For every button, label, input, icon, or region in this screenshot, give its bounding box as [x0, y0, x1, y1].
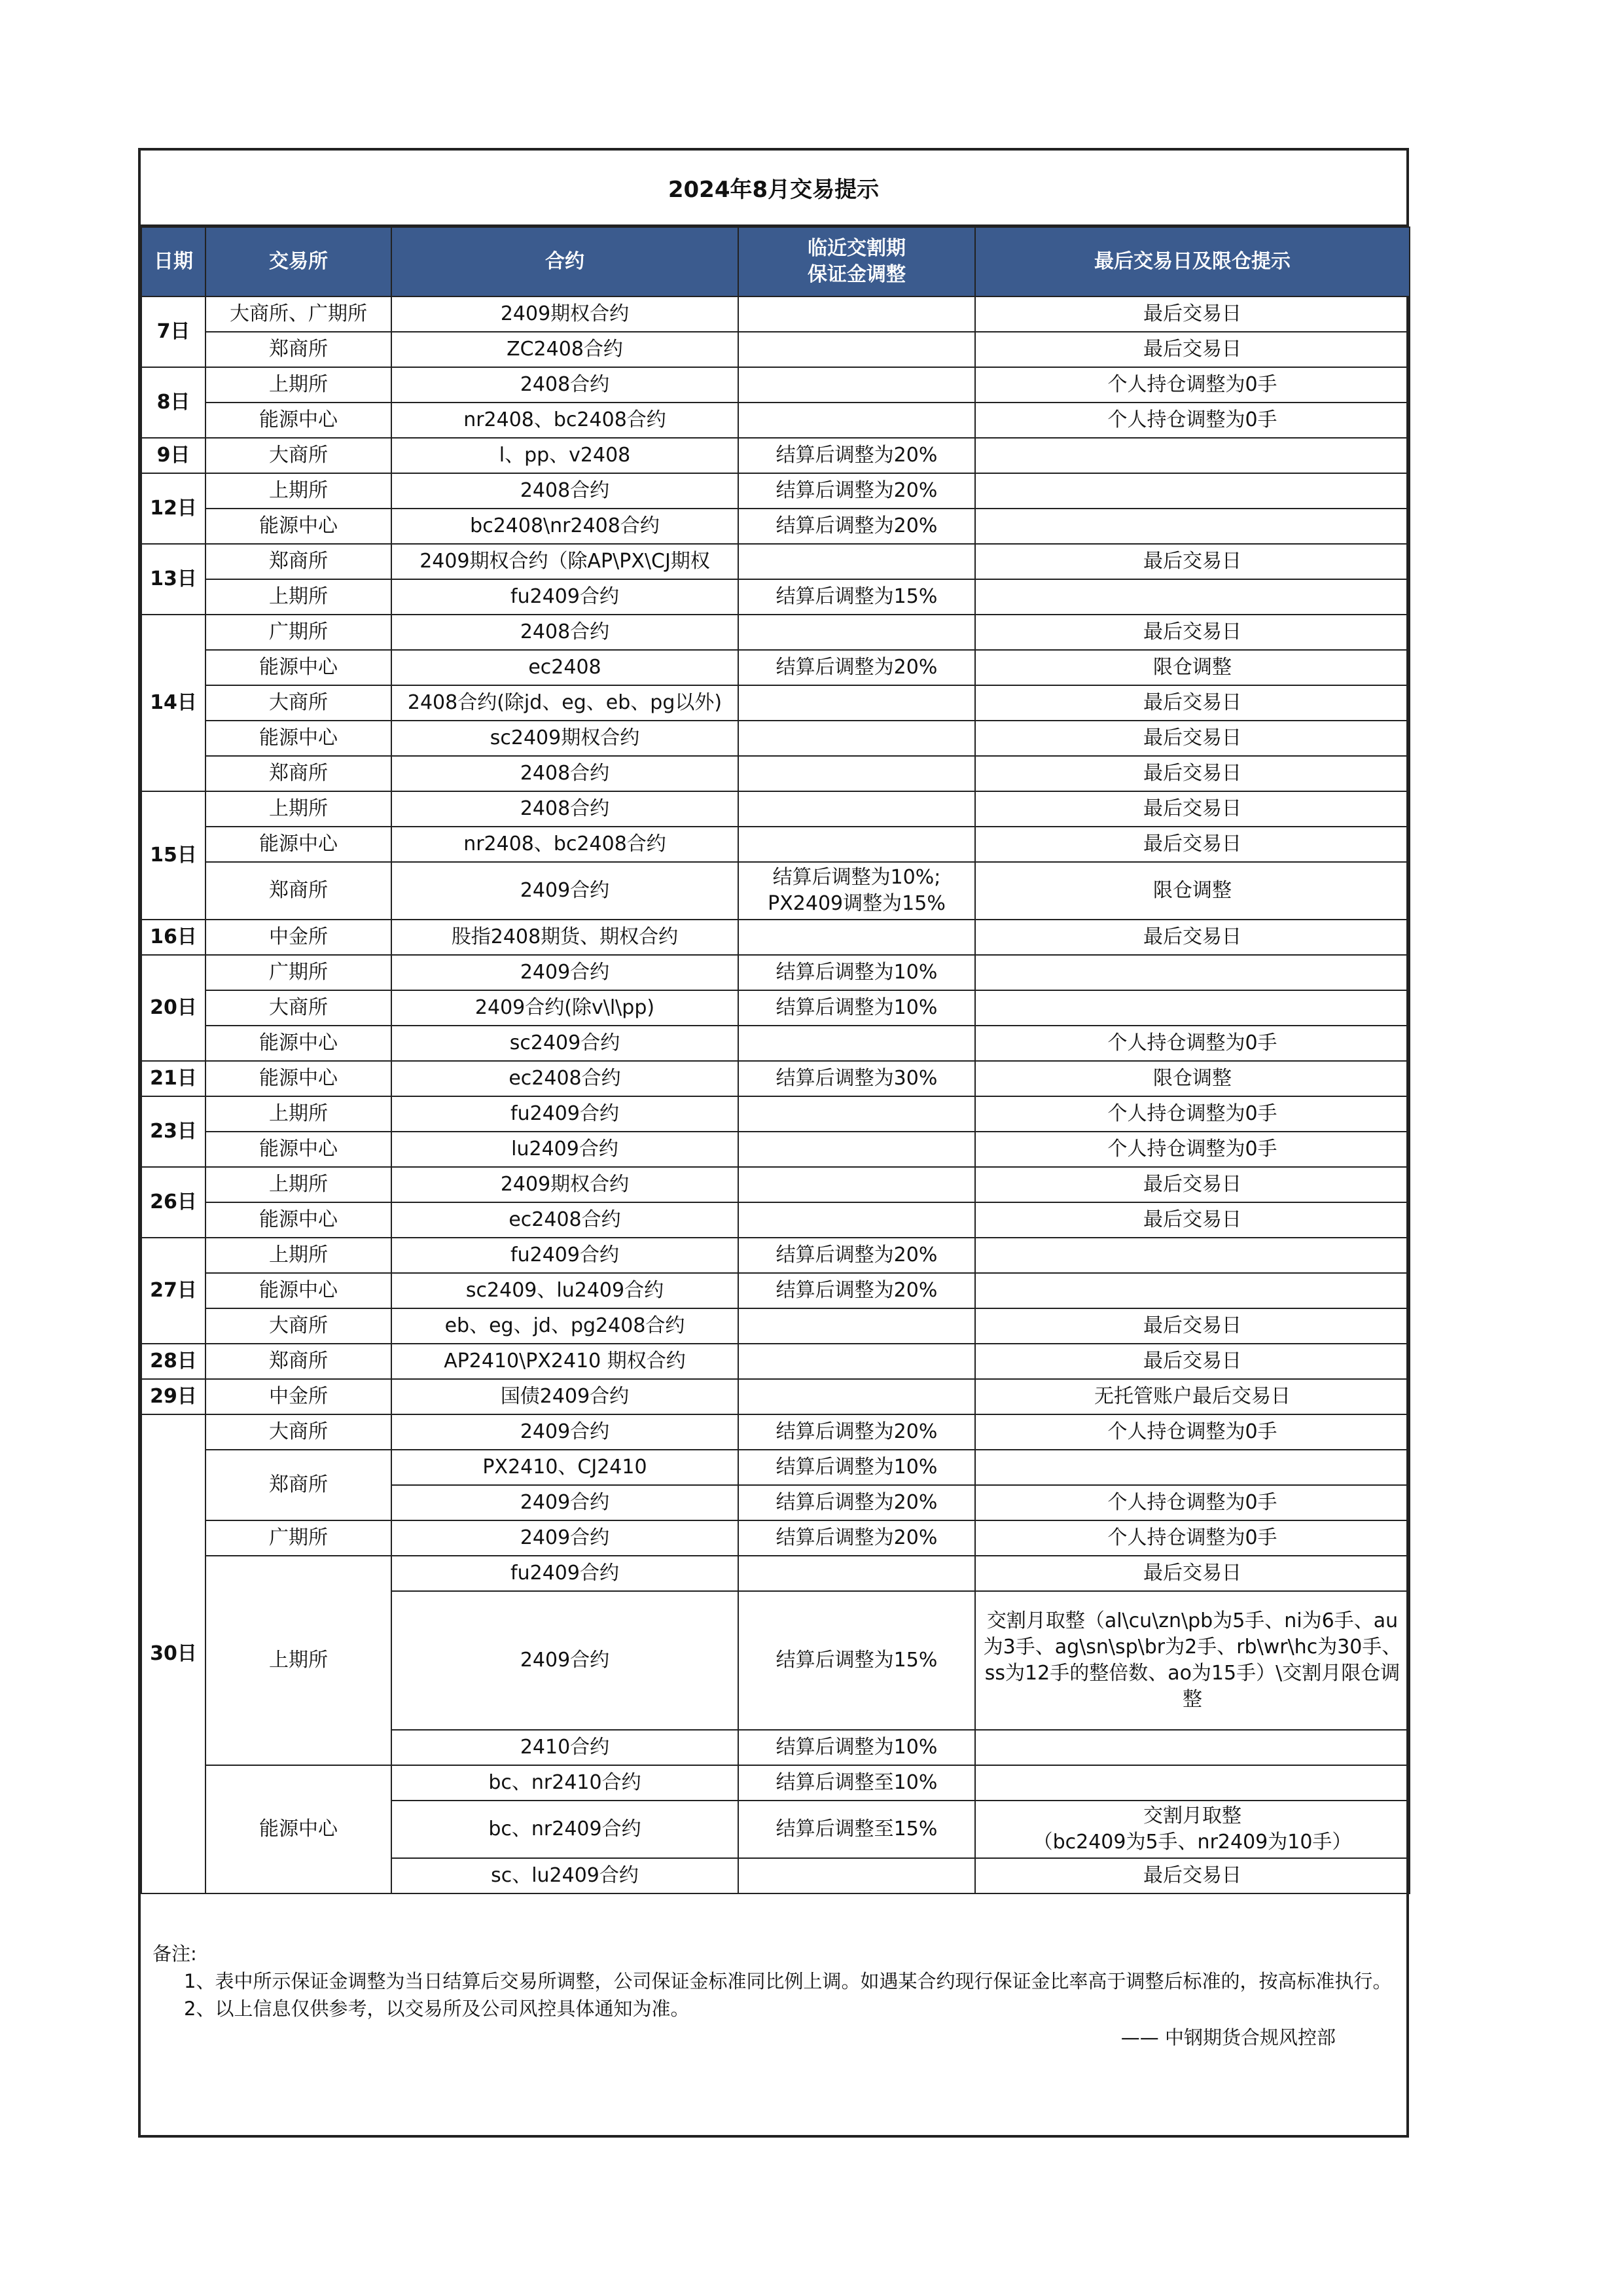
signature: —— 中钢期货合规风控部 — [1120, 2026, 1336, 2049]
tip-cell: 限仓调整 — [975, 862, 1410, 920]
contract-cell: 2408合约 — [391, 615, 738, 650]
margin-cell — [738, 756, 975, 791]
tip-cell — [975, 955, 1410, 990]
table-row — [141, 1202, 1410, 1238]
header-margin-line1: 临近交割期 — [808, 237, 906, 260]
contract-cell: fu2409合约 — [391, 1238, 738, 1273]
exchange-cell: 能源中心 — [205, 1765, 391, 1893]
margin-cell — [738, 1556, 975, 1591]
contract-cell: 2408合约 — [391, 367, 738, 403]
tip-cell: 最后交易日 — [975, 544, 1410, 579]
day-cell: 29日 — [141, 1379, 205, 1414]
tip-cell — [975, 473, 1410, 509]
table-row — [141, 332, 1410, 367]
tip-cell: 最后交易日 — [975, 721, 1410, 756]
exchange-cell: 广期所 — [205, 955, 391, 990]
tip-cell: 个人持仓调整为0手 — [975, 1520, 1410, 1556]
margin-cell: 结算后调整为15% — [738, 1591, 975, 1730]
tip-cell: 个人持仓调整为0手 — [975, 403, 1410, 438]
exchange-cell: 中金所 — [205, 920, 391, 955]
tip-cell: 个人持仓调整为0手 — [975, 1026, 1410, 1061]
margin-cell: 结算后调整为20% — [738, 1238, 975, 1273]
day-cell: 14日 — [141, 615, 205, 791]
contract-cell: 2408合约 — [391, 473, 738, 509]
exchange-cell: 上期所 — [205, 791, 391, 827]
exchange-cell: 郑商所 — [205, 544, 391, 579]
table-row — [141, 685, 1410, 721]
contract-cell: sc2409合约 — [391, 1026, 738, 1061]
tip-cell: 个人持仓调整为0手 — [975, 1096, 1410, 1132]
margin-cell — [738, 1344, 975, 1379]
day-cell: 16日 — [141, 920, 205, 955]
tip-cell: 最后交易日 — [975, 827, 1410, 862]
table-row — [141, 791, 1410, 827]
exchange-cell: 郑商所 — [205, 1450, 391, 1520]
exchange-cell: 郑商所 — [205, 1344, 391, 1379]
margin-cell: 结算后调整为10% — [738, 955, 975, 990]
exchange-cell: 上期所 — [205, 473, 391, 509]
tip-cell: 个人持仓调整为0手 — [975, 367, 1410, 403]
margin-cell — [738, 791, 975, 827]
tip-cell: 交割月取整 （bc2409为5手、nr2409为10手） — [975, 1801, 1410, 1858]
contract-cell: ec2408 — [391, 650, 738, 685]
contract-cell: sc2409、lu2409合约 — [391, 1273, 738, 1308]
tip-cell — [975, 1765, 1410, 1801]
tip-cell — [975, 1273, 1410, 1308]
table-row — [141, 920, 1410, 955]
contract-cell: bc、nr2410合约 — [391, 1765, 738, 1801]
tip-cell: 最后交易日 — [975, 1308, 1410, 1344]
margin-cell: 结算后调整为10%; PX2409调整为15% — [738, 862, 975, 920]
day-cell: 13日 — [141, 544, 205, 615]
contract-cell: 2408合约(除jd、eg、eb、pg以外) — [391, 685, 738, 721]
tip-cell — [975, 990, 1410, 1026]
margin-cell: 结算后调整为20% — [738, 1485, 975, 1520]
contract-cell: 2409期权合约 — [391, 296, 738, 332]
exchange-cell: 能源中心 — [205, 1273, 391, 1308]
tip-cell: 最后交易日 — [975, 296, 1410, 332]
contract-cell: sc2409期权合约 — [391, 721, 738, 756]
contract-cell: 2409合约 — [391, 1591, 738, 1730]
table-row — [141, 473, 1410, 509]
note-line-1: 1、表中所示保证金调整为当日结算后交易所调整，公司保证金标准同比例上调。如遇某合约现行保证金比率高于调整后标准的，按高标准执行。 — [184, 1970, 1392, 1992]
exchange-cell: 上期所 — [205, 1238, 391, 1273]
table-row — [141, 990, 1410, 1026]
notes-label: 备注: — [152, 1943, 197, 1965]
notice-table — [141, 226, 1410, 1894]
margin-cell — [738, 721, 975, 756]
margin-cell — [738, 685, 975, 721]
table-row — [141, 1132, 1410, 1167]
tip-cell: 最后交易日 — [975, 1344, 1410, 1379]
margin-cell — [738, 544, 975, 579]
margin-cell — [738, 1379, 975, 1414]
table-row — [141, 1414, 1410, 1450]
margin-cell: 结算后调整为20% — [738, 650, 975, 685]
table-row — [141, 1520, 1410, 1556]
contract-cell: 2409合约 — [391, 1520, 738, 1556]
margin-cell: 结算后调整为20% — [738, 473, 975, 509]
day-cell: 12日 — [141, 473, 205, 544]
margin-cell: 结算后调整为20% — [738, 1273, 975, 1308]
tip-cell — [975, 509, 1410, 544]
trading-notice-sheet — [138, 148, 1409, 2138]
day-cell: 30日 — [141, 1414, 205, 1893]
tip-cell — [975, 1238, 1410, 1273]
table-row — [141, 1450, 1410, 1485]
margin-cell — [738, 1132, 975, 1167]
margin-cell: 结算后调整至10% — [738, 1765, 975, 1801]
table-row — [141, 1167, 1410, 1202]
contract-cell: PX2410、CJ2410 — [391, 1450, 738, 1485]
exchange-cell: 郑商所 — [205, 332, 391, 367]
table-row — [141, 296, 1410, 332]
exchange-cell: 能源中心 — [205, 1132, 391, 1167]
header-tip: 最后交易日及限仓提示 — [975, 227, 1410, 296]
contract-cell: 2410合约 — [391, 1730, 738, 1765]
contract-cell: 2409合约 — [391, 955, 738, 990]
contract-cell: lu2409合约 — [391, 1132, 738, 1167]
contract-cell: 股指2408期货、期权合约 — [391, 920, 738, 955]
exchange-cell: 大商所 — [205, 438, 391, 473]
contract-cell: bc2408\nr2408合约 — [391, 509, 738, 544]
day-cell: 20日 — [141, 955, 205, 1061]
tip-cell: 最后交易日 — [975, 756, 1410, 791]
table-row — [141, 403, 1410, 438]
contract-cell: 2408合约 — [391, 791, 738, 827]
exchange-cell: 能源中心 — [205, 827, 391, 862]
table-row — [141, 1096, 1410, 1132]
header-exchange: 交易所 — [205, 227, 391, 296]
tip-cell — [975, 1450, 1410, 1485]
header-row — [141, 227, 1410, 296]
exchange-cell: 大商所、广期所 — [205, 296, 391, 332]
contract-cell: fu2409合约 — [391, 1096, 738, 1132]
margin-cell: 结算后调整为20% — [738, 438, 975, 473]
margin-cell — [738, 367, 975, 403]
day-cell: 7日 — [141, 296, 205, 367]
exchange-cell: 能源中心 — [205, 1202, 391, 1238]
day-cell: 28日 — [141, 1344, 205, 1379]
header-contract: 合约 — [391, 227, 738, 296]
margin-cell: 结算后调整为20% — [738, 509, 975, 544]
day-cell: 9日 — [141, 438, 205, 473]
margin-cell: 结算后调整为10% — [738, 1450, 975, 1485]
contract-cell: sc、lu2409合约 — [391, 1858, 738, 1893]
contract-cell: 2409合约 — [391, 862, 738, 920]
table-row — [141, 827, 1410, 862]
tip-cell: 个人持仓调整为0手 — [975, 1414, 1410, 1450]
tip-cell: 最后交易日 — [975, 685, 1410, 721]
table-row — [141, 1379, 1410, 1414]
day-cell: 21日 — [141, 1061, 205, 1096]
notes-section — [141, 1940, 1406, 2051]
margin-cell: 结算后调整为10% — [738, 1730, 975, 1765]
tip-cell: 无托管账户最后交易日 — [975, 1379, 1410, 1414]
contract-cell: 国债2409合约 — [391, 1379, 738, 1414]
tip-cell: 最后交易日 — [975, 332, 1410, 367]
table-row — [141, 615, 1410, 650]
margin-cell: 结算后调整为20% — [738, 1414, 975, 1450]
margin-cell: 结算后调整为15% — [738, 579, 975, 615]
margin-cell: 结算后调整为10% — [738, 990, 975, 1026]
table-row — [141, 367, 1410, 403]
contract-cell: nr2408、bc2408合约 — [391, 403, 738, 438]
contract-cell: 2409合约 — [391, 1485, 738, 1520]
contract-cell: nr2408、bc2408合约 — [391, 827, 738, 862]
tip-cell: 限仓调整 — [975, 650, 1410, 685]
exchange-cell: 能源中心 — [205, 403, 391, 438]
contract-cell: ec2408合约 — [391, 1202, 738, 1238]
margin-cell — [738, 332, 975, 367]
table-row — [141, 1556, 1410, 1591]
tip-cell: 最后交易日 — [975, 615, 1410, 650]
tip-cell — [975, 438, 1410, 473]
header-margin — [738, 227, 975, 296]
contract-cell: 2409期权合约 — [391, 1167, 738, 1202]
contract-cell: AP2410\PX2410 期权合约 — [391, 1344, 738, 1379]
margin-cell — [738, 827, 975, 862]
table-row — [141, 1765, 1410, 1801]
margin-cell — [738, 1096, 975, 1132]
header-margin-line2: 保证金调整 — [808, 263, 906, 286]
margin-cell — [738, 1167, 975, 1202]
margin-cell — [738, 1858, 975, 1893]
exchange-cell: 能源中心 — [205, 721, 391, 756]
table-row — [141, 955, 1410, 990]
exchange-cell: 中金所 — [205, 1379, 391, 1414]
exchange-cell: 广期所 — [205, 615, 391, 650]
contract-cell: fu2409合约 — [391, 1556, 738, 1591]
tip-cell: 最后交易日 — [975, 920, 1410, 955]
contract-cell: 2409合约 — [391, 1414, 738, 1450]
margin-cell — [738, 296, 975, 332]
tip-cell: 最后交易日 — [975, 1556, 1410, 1591]
table-row — [141, 509, 1410, 544]
table-body — [141, 296, 1410, 1893]
tip-cell: 个人持仓调整为0手 — [975, 1132, 1410, 1167]
exchange-cell: 郑商所 — [205, 862, 391, 920]
exchange-cell: 大商所 — [205, 990, 391, 1026]
table-row — [141, 1344, 1410, 1379]
table-row — [141, 756, 1410, 791]
table-row — [141, 579, 1410, 615]
day-cell: 23日 — [141, 1096, 205, 1167]
table-row — [141, 438, 1410, 473]
tip-cell: 最后交易日 — [975, 1167, 1410, 1202]
tip-cell: 交割月取整（al\cu\zn\pb为5手、ni为6手、au为3手、ag\sn\sp\br为2手、rb\wr\hc为30手、ss为12手的整倍数、ao为15手）\交割月限仓调整 — [975, 1591, 1410, 1730]
table-row — [141, 721, 1410, 756]
day-cell: 27日 — [141, 1238, 205, 1344]
exchange-cell: 上期所 — [205, 367, 391, 403]
tip-cell: 最后交易日 — [975, 1858, 1410, 1893]
contract-cell: fu2409合约 — [391, 579, 738, 615]
margin-cell: 结算后调整至15% — [738, 1801, 975, 1858]
exchange-cell: 上期所 — [205, 1556, 391, 1765]
table-row — [141, 650, 1410, 685]
exchange-cell: 上期所 — [205, 1096, 391, 1132]
day-cell: 26日 — [141, 1167, 205, 1238]
exchange-cell: 大商所 — [205, 685, 391, 721]
contract-cell: 2409期权合约（除AP\PX\CJ期权 — [391, 544, 738, 579]
day-cell: 15日 — [141, 791, 205, 920]
margin-cell — [738, 920, 975, 955]
exchange-cell: 郑商所 — [205, 756, 391, 791]
exchange-cell: 上期所 — [205, 1167, 391, 1202]
contract-cell: 2408合约 — [391, 756, 738, 791]
tip-cell: 个人持仓调整为0手 — [975, 1485, 1410, 1520]
page-title: 2024年8月交易提示 — [141, 151, 1406, 226]
table-row — [141, 862, 1410, 920]
exchange-cell: 能源中心 — [205, 1026, 391, 1061]
tip-cell: 最后交易日 — [975, 791, 1410, 827]
table-row — [141, 1238, 1410, 1273]
contract-cell: ec2408合约 — [391, 1061, 738, 1096]
margin-cell — [738, 1026, 975, 1061]
table-row — [141, 544, 1410, 579]
header-date: 日期 — [141, 227, 205, 296]
tip-cell: 限仓调整 — [975, 1061, 1410, 1096]
margin-cell: 结算后调整为20% — [738, 1520, 975, 1556]
table-row — [141, 1273, 1410, 1308]
exchange-cell: 大商所 — [205, 1414, 391, 1450]
exchange-cell: 广期所 — [205, 1520, 391, 1556]
margin-cell — [738, 1308, 975, 1344]
contract-cell: bc、nr2409合约 — [391, 1801, 738, 1858]
margin-cell — [738, 1202, 975, 1238]
table-row — [141, 1061, 1410, 1096]
day-cell: 8日 — [141, 367, 205, 438]
contract-cell: eb、eg、jd、pg2408合约 — [391, 1308, 738, 1344]
tip-cell: 最后交易日 — [975, 1202, 1410, 1238]
tip-cell — [975, 1730, 1410, 1765]
table-row — [141, 1026, 1410, 1061]
contract-cell: ZC2408合约 — [391, 332, 738, 367]
exchange-cell: 能源中心 — [205, 1061, 391, 1096]
table-row — [141, 1308, 1410, 1344]
margin-cell: 结算后调整为30% — [738, 1061, 975, 1096]
margin-cell — [738, 403, 975, 438]
exchange-cell: 上期所 — [205, 579, 391, 615]
contract-cell: 2409合约(除v\l\pp) — [391, 990, 738, 1026]
note-line-2: 2、以上信息仅供参考，以交易所及公司风控具体通知为准。 — [184, 1998, 690, 2020]
exchange-cell: 能源中心 — [205, 650, 391, 685]
contract-cell: l、pp、v2408 — [391, 438, 738, 473]
tip-cell — [975, 579, 1410, 615]
margin-cell — [738, 615, 975, 650]
exchange-cell: 能源中心 — [205, 509, 391, 544]
exchange-cell: 大商所 — [205, 1308, 391, 1344]
